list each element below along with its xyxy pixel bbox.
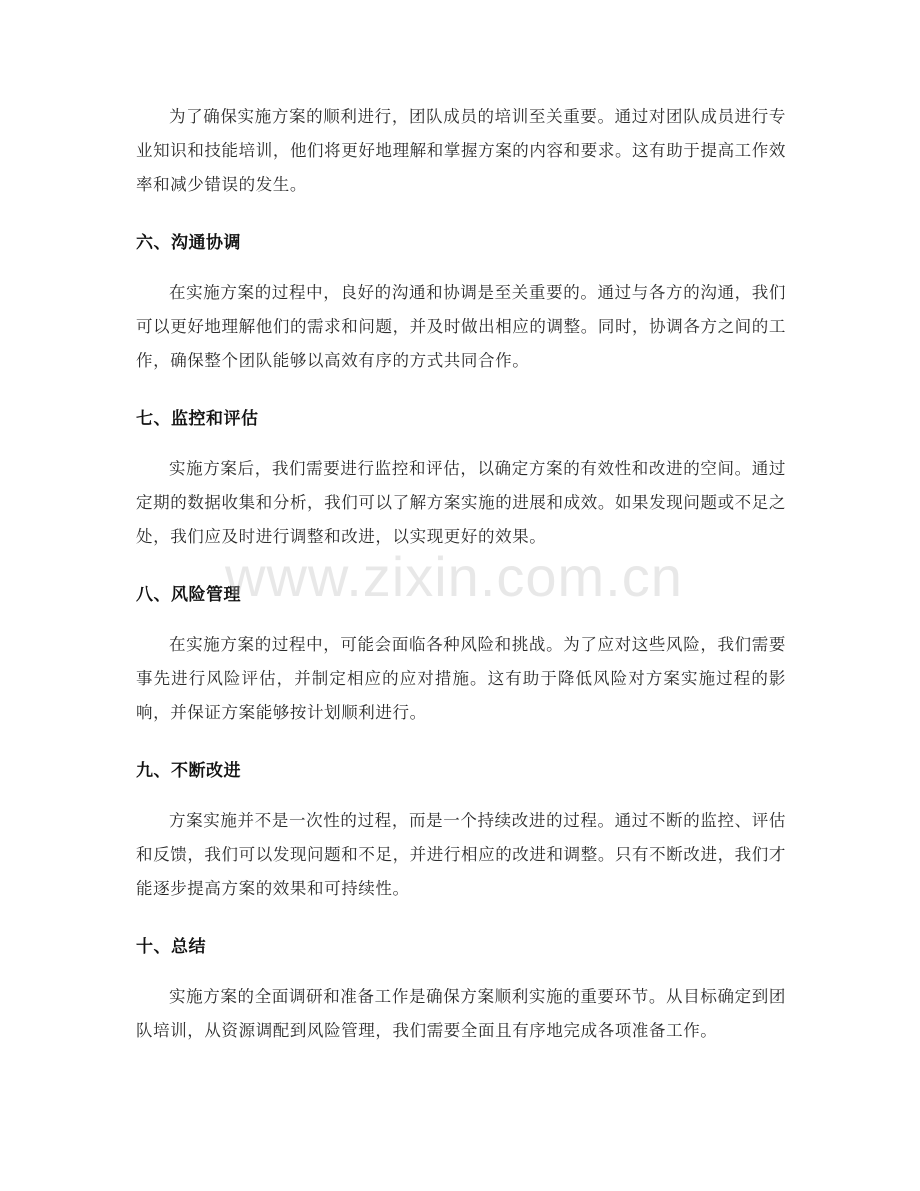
document-content bbox=[136, 100, 786, 1048]
heading-improvement: 九、不断改进 bbox=[136, 761, 241, 781]
paragraph-risk: 在实施方案的过程中，可能会面临各种风险和挑战。为了应对这些风险，我们需要事先进行风险评估，并制定相应的应对措施。这有助于降低风险对方案实施过程的影响，并保证方案能够按计划顺利进行。 bbox=[136, 635, 786, 722]
heading-communication: 六、沟通协调 bbox=[136, 233, 241, 253]
paragraph-summary: 实施方案的全面调研和准备工作是确保方案顺利实施的重要环节。从目标确定到团队培训，从资源调配到风险管理，我们需要全面且有序地完成各项准备工作。 bbox=[136, 987, 786, 1040]
heading-monitoring: 七、监控和评估 bbox=[136, 409, 259, 429]
paragraph-training: 为了确保实施方案的顺利进行，团队成员的培训至关重要。通过对团队成员进行专业知识和技能培训，他们将更好地理解和掌握方案的内容和要求。这有助于提高工作效率和减少错误的发生。 bbox=[136, 107, 786, 194]
paragraph-communication: 在实施方案的过程中，良好的沟通和协调是至关重要的。通过与各方的沟通，我们可以更好地理解他们的需求和问题，并及时做出相应的调整。同时，协调各方之间的工作，确保整个团队能够以高效有序的方式共同合作。 bbox=[136, 283, 786, 370]
heading-risk: 八、风险管理 bbox=[136, 585, 241, 605]
paragraph-monitoring: 实施方案后，我们需要进行监控和评估，以确定方案的有效性和改进的空间。通过定期的数据收集和分析，我们可以了解方案实施的进展和成效。如果发现问题或不足之处，我们应及时进行调整和改进，以实现更好的效果。 bbox=[136, 459, 786, 546]
paragraph-improvement: 方案实施并不是一次性的过程，而是一个持续改进的过程。通过不断的监控、评估和反馈，我们可以发现问题和不足，并进行相应的改进和调整。只有不断改进，我们才能逐步提高方案的效果和可持续性。 bbox=[136, 811, 786, 898]
watermark-text: www.zixin.com.cn bbox=[225, 545, 683, 608]
heading-summary: 十、总结 bbox=[136, 937, 206, 957]
